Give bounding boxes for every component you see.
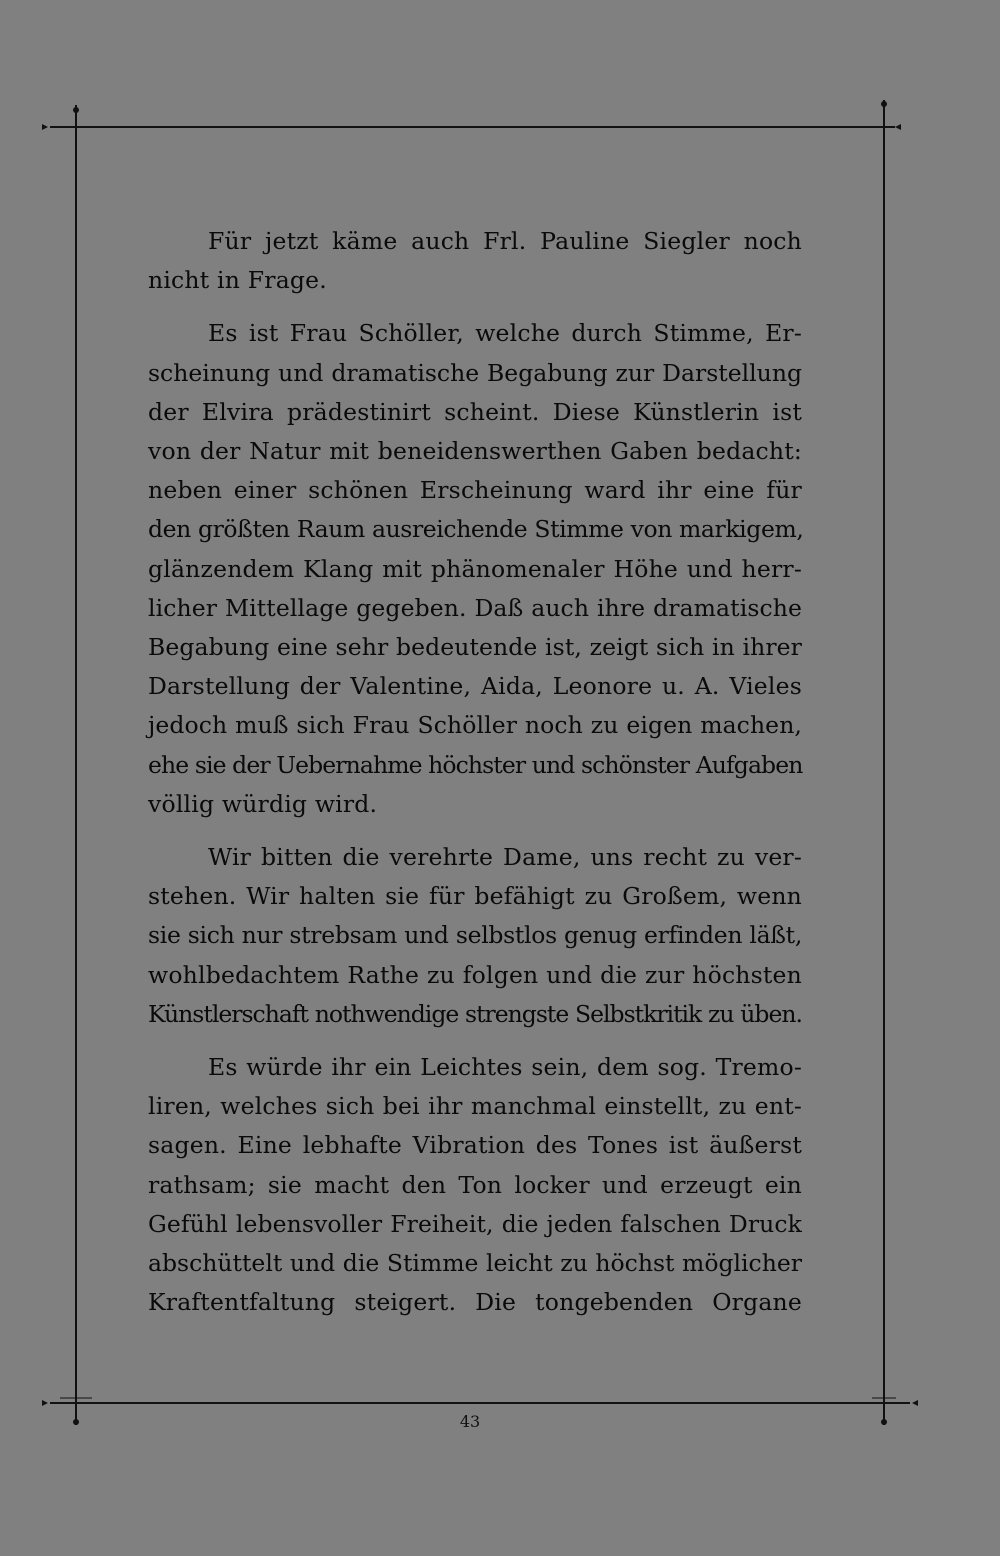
page-number: 43 [459,1412,481,1431]
text-line: stehen. Wir halten sie für befähigt zu Großem, wenn [148,882,802,911]
text-line: völlig würdig wird. [148,789,378,818]
text-line: Es würde ihr ein Leichtes sein, dem sog. Tremo- [208,1053,802,1082]
text-line: nicht in Frage. [148,266,327,295]
text-line: Es ist Frau Schöller, welche durch Stimme, Er- [208,319,802,348]
text-line: sie sich nur strebsam und selbstlos genug erfinden läßt, [148,921,802,950]
text-line: der Elvira prädestinirt scheint. Diese Künstlerin ist [148,397,802,426]
text-line: Gefühl lebensvoller Freiheit, die jeden falschen Druck [148,1209,802,1238]
text-line: glänzendem Klang mit phänomenaler Höhe und herr- [148,554,802,583]
text-line: abschüttelt und die Stimme leicht zu höchst möglicher [148,1249,802,1278]
paragraph-4 [148,1048,802,1322]
text-line: sagen. Eine lebhafte Vibration des Tones ist äußerst [148,1131,802,1160]
text-line: Darstellung der Valentine, Aida, Leonore u. A. Vieles [148,672,802,701]
paragraph-1 [148,222,802,300]
body-text [148,222,802,1336]
text-line: den größten Raum ausreichende Stimme von markigem, [148,515,804,544]
paragraph-2 [148,314,802,824]
text-line: Begabung eine sehr bedeutende ist, zeigt sich in ihrer [148,633,802,662]
text-line: Kraftentfaltung steigert. Die tongebenden Organe [148,1288,802,1317]
text-line: Für jetzt käme auch Frl. Pauline Siegler noch [208,227,802,255]
text-line: neben einer schönen Erscheinung ward ihr eine für [148,476,802,505]
text-line: jedoch muß sich Frau Schöller noch zu eigen machen, [148,711,802,740]
text-line: Wir bitten die verehrte Dame, uns recht zu ver- [208,843,802,872]
text-line: von der Natur mit beneidenswerthen Gaben bedacht: [148,437,802,466]
text-line: Künstlerschaft nothwendige strengste Selbstkritik zu üben. [148,999,802,1028]
text-line: wohlbedachtem Rathe zu folgen und die zur höchsten [148,960,802,989]
text-line: ehe sie der Uebernahme höchster und schönster Aufgaben [148,750,803,779]
text-line: scheinung und dramatische Begabung zur Darstellung [148,358,802,387]
paragraph-3 [148,838,802,1034]
text-line: rathsam; sie macht den Ton locker und erzeugt ein [148,1170,802,1199]
text-line: liren, welches sich bei ihr manchmal einstellt, zu ent- [148,1092,802,1121]
text-line: licher Mittellage gegeben. Daß auch ihre dramatische [148,593,802,622]
